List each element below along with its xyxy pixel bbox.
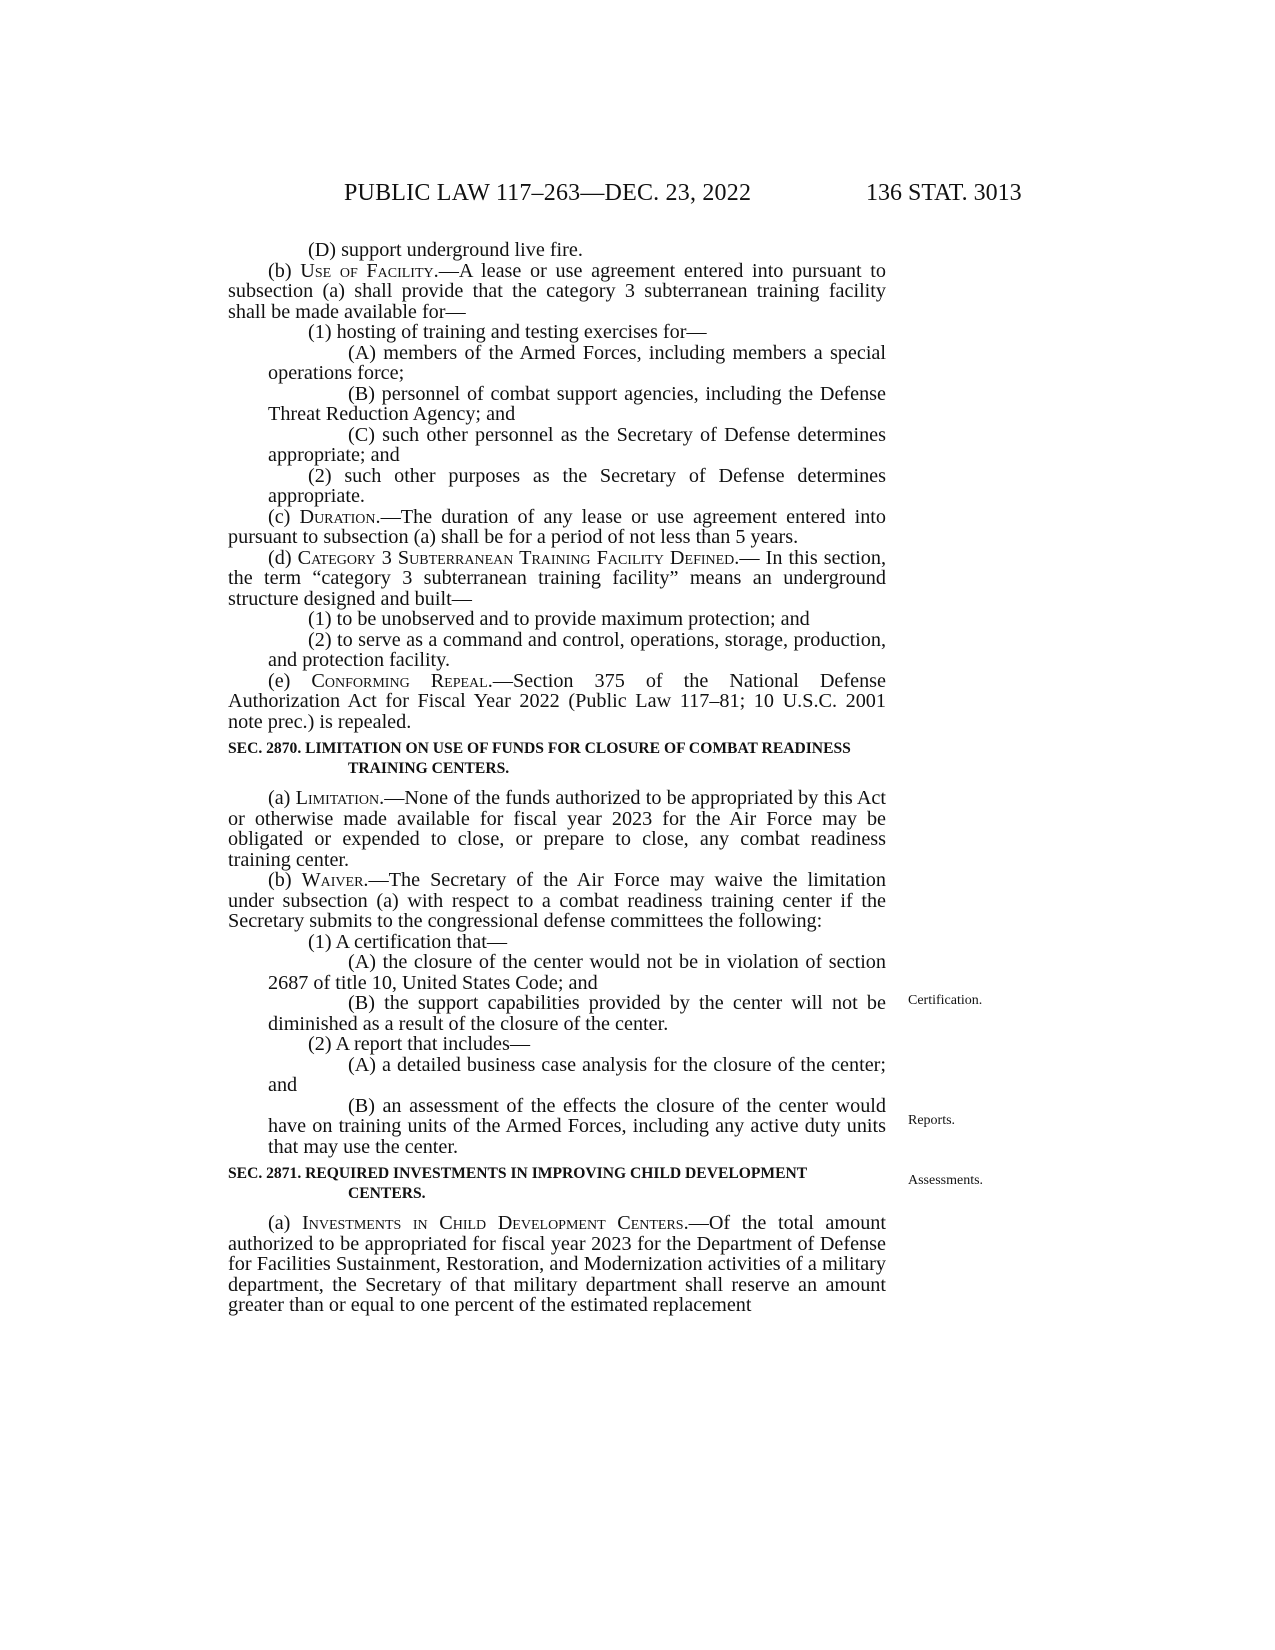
subsection-label: (e) bbox=[268, 669, 312, 692]
body-text bbox=[228, 240, 886, 1316]
subsection-b-use-of-facility bbox=[228, 261, 886, 323]
subsection-heading: Use of Facility bbox=[300, 259, 434, 282]
sec2871-subsection-a bbox=[228, 1213, 886, 1316]
margin-note-reports: Reports. bbox=[908, 1113, 956, 1128]
margin-note-assessments: Assessments. bbox=[908, 1173, 984, 1188]
paragraph-b1a: (A) members of the Armed Forces, including members a special operations force; bbox=[268, 341, 886, 384]
sec2870-paragraph-b2b: (B) an assessment of the effects the closure of the center would have on training units of the Armed Forces, including any active duty units that may use the center. bbox=[268, 1094, 886, 1158]
subsection-label: (a) bbox=[268, 787, 296, 809]
sec2870-subsection-b bbox=[228, 870, 886, 932]
subsection-label: (c) bbox=[268, 505, 300, 528]
paragraph-b1c: (C) such other personnel as the Secretary of Defense determines appropriate; and bbox=[268, 423, 886, 466]
page-header bbox=[0, 180, 1275, 220]
subsection-text: .—None of the funds authorized to be appropriated by this Act or otherwise made available for fiscal year 2023 for the Air Force may be obligated or expended to close, or prepare to close, any combat readiness training center. bbox=[228, 787, 886, 871]
sec2870-paragraph-b1: (1) A certification that— bbox=[308, 930, 508, 953]
sec2870-paragraph-b1b: (B) the support capabilities provided by the center will not be diminished as a result of the closure of the center. bbox=[268, 992, 886, 1035]
sec2870-paragraph-b2a: (A) a detailed business case analysis for the closure of the center; and bbox=[268, 1053, 886, 1096]
section-heading-2870: SEC. 2870. LIMITATION ON USE OF FUNDS FOR CLOSURE OF COMBAT READINESS TRAINING CENTERS. bbox=[228, 740, 851, 777]
subsection-label: (a) bbox=[268, 1212, 302, 1234]
subsection-text: .—A lease or use agreement entered into pursuant to subsection (a) shall provide that the category 3 subterranean training facility shall be made available for— bbox=[228, 259, 886, 323]
subsection-label: (b) bbox=[268, 259, 301, 282]
paragraph-b2: (2) such other purposes as the Secretary of Defense determines appropriate. bbox=[268, 464, 886, 507]
subsection-heading: Conforming Repeal bbox=[311, 669, 488, 692]
subsection-heading: Waiver bbox=[301, 869, 364, 891]
sec2870-subsection-a bbox=[228, 788, 886, 870]
subsection-heading: Duration bbox=[299, 505, 376, 528]
statute-page-number: 136 STAT. 3013 bbox=[866, 180, 1022, 206]
paragraph-d1: (1) to be unobserved and to provide maximum protection; and bbox=[308, 608, 810, 630]
subsection-e-conforming-repeal bbox=[228, 671, 886, 733]
subsection-text: .—Of the total amount authorized to be appropriated for fiscal year 2023 for the Department of Defense for Facilities Sustainment, Restoration, and Modernization activities of a military department, the Secretary of that military department shall reserve an amount greater than or equal to one percent of the estimated replacement bbox=[228, 1212, 886, 1316]
sec2870-paragraph-b2: (2) A report that includes— bbox=[308, 1033, 531, 1055]
subsection-text: .—The duration of any lease or use agreement entered into pursuant to subsection (a) shall be for a period of not less than 5 years. bbox=[228, 505, 886, 548]
subsection-d-definition bbox=[228, 548, 886, 610]
subsection-label: (b) bbox=[268, 869, 302, 891]
section-heading-2871: SEC. 2871. REQUIRED INVESTMENTS IN IMPROVING CHILD DEVELOPMENT CENTERS. bbox=[228, 1165, 807, 1202]
subsection-heading: Investments in Child Development Centers bbox=[302, 1212, 684, 1234]
running-title: PUBLIC LAW 117–263—DEC. 23, 2022 bbox=[344, 180, 752, 206]
subsection-heading: Limitation bbox=[295, 787, 380, 809]
margin-note-certification: Certification. bbox=[908, 993, 983, 1008]
subsection-text: .—Section 375 of the National Defense Authorization Act for Fiscal Year 2022 (Public Law 117–81; 10 U.S.C. 2001 note prec.) is repealed. bbox=[228, 669, 886, 733]
paragraph-d-support: (D) support underground live fire. bbox=[308, 239, 583, 261]
paragraph-b1: (1) hosting of training and testing exercises for— bbox=[308, 321, 707, 343]
subsection-text: .—The Secretary of the Air Force may waive the limitation under subsection (a) with respect to a combat readiness training center if the Secretary submits to the congressional defense committees the following: bbox=[228, 869, 886, 932]
subsection-c-duration bbox=[228, 507, 886, 548]
paragraph-b1b: (B) personnel of combat support agencies, including the Defense Threat Reduction Agency; and bbox=[268, 382, 886, 425]
subsection-label: (d) bbox=[268, 546, 298, 569]
sec2870-paragraph-b1a: (A) the closure of the center would not be in violation of section 2687 of title 10, United States Code; and bbox=[268, 951, 886, 994]
subsection-heading: Category 3 Subterranean Training Facility Defined bbox=[297, 546, 735, 569]
subsection-text: .— In this section, the term “category 3 subterranean training facility” means an underground structure designed and built— bbox=[228, 546, 887, 610]
paragraph-d2: (2) to serve as a command and control, operations, storage, production, and protection facility. bbox=[268, 628, 886, 671]
